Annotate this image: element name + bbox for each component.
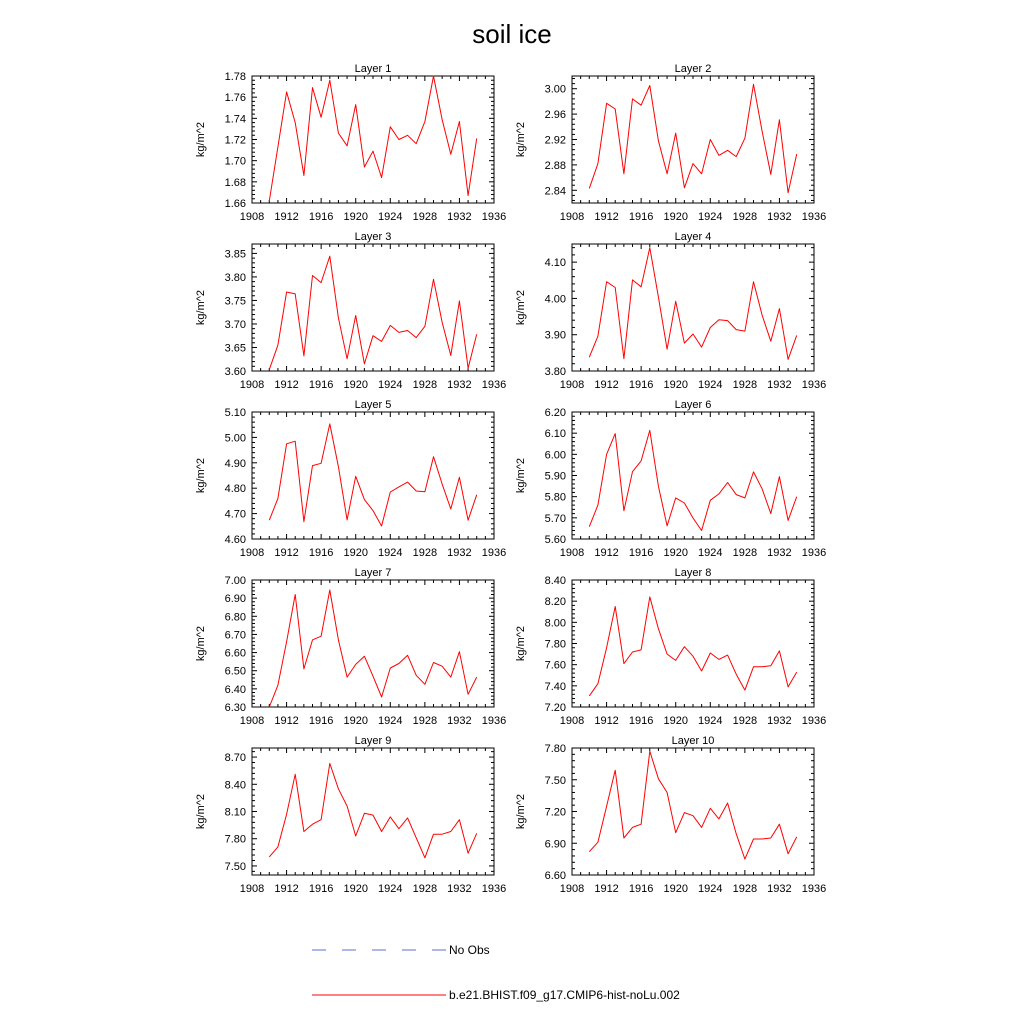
x-tick-label: 1936 (481, 883, 507, 895)
x-tick-label: 1908 (559, 883, 585, 895)
x-tick-label: 1908 (239, 379, 265, 391)
panel-title: Layer 8 (674, 567, 712, 579)
series-line (589, 84, 796, 193)
y-tick-label: 4.10 (544, 257, 566, 270)
y-tick-label: 6.60 (224, 647, 246, 660)
y-tick-label: 6.20 (544, 407, 566, 419)
x-tick-label: 1936 (801, 211, 827, 223)
x-tick-label: 1936 (801, 379, 827, 391)
x-tick-label: 1908 (559, 211, 585, 223)
y-tick-label: 5.90 (544, 470, 566, 483)
x-tick-label: 1912 (274, 211, 299, 223)
x-tick-label: 1928 (412, 715, 438, 727)
y-tick-label: 7.00 (224, 575, 246, 587)
x-tick-label: 1920 (663, 379, 688, 391)
x-tick-label: 1920 (663, 211, 688, 223)
x-tick-label: 1916 (308, 211, 334, 223)
x-tick-label: 1916 (628, 379, 654, 391)
panel-layer-10 (515, 735, 826, 895)
plot-frame (572, 76, 814, 203)
y-tick-label: 4.60 (224, 534, 246, 546)
y-tick-label: 6.90 (544, 838, 566, 851)
y-tick-label: 4.00 (544, 293, 566, 306)
x-tick-label: 1936 (801, 883, 827, 895)
x-tick-label: 1924 (698, 547, 723, 559)
y-tick-label: 3.00 (544, 83, 566, 96)
y-axis-label: kg/m^2 (195, 457, 207, 494)
x-tick-label: 1916 (308, 379, 334, 391)
panel-title: Layer 2 (674, 63, 712, 75)
y-tick-label: 7.80 (544, 743, 566, 755)
series-line (589, 430, 796, 530)
panel-title: Layer 5 (354, 399, 392, 411)
panel-title: Layer 6 (674, 399, 712, 411)
y-axis-label: kg/m^2 (195, 121, 207, 158)
x-tick-label: 1908 (239, 715, 265, 727)
x-tick-label: 1912 (594, 211, 619, 223)
series-line (589, 751, 796, 859)
y-tick-label: 3.80 (544, 366, 566, 378)
x-tick-label: 1936 (801, 715, 827, 727)
x-tick-label: 1908 (559, 715, 585, 727)
plot-frame (252, 76, 494, 203)
x-tick-label: 1920 (663, 547, 688, 559)
x-tick-label: 1908 (239, 547, 265, 559)
x-tick-label: 1924 (698, 379, 723, 391)
series-line (269, 424, 476, 526)
x-tick-label: 1908 (239, 211, 265, 223)
chart-panels (195, 63, 826, 895)
y-tick-label: 7.60 (544, 659, 566, 672)
x-tick-label: 1916 (308, 715, 334, 727)
x-tick-label: 1932 (767, 883, 792, 895)
x-tick-label: 1920 (343, 715, 368, 727)
y-axis-label: kg/m^2 (195, 289, 207, 326)
panel-layer-3 (195, 231, 506, 391)
y-tick-label: 6.50 (224, 665, 246, 678)
x-tick-label: 1928 (412, 547, 438, 559)
figure-title: soil ice (472, 19, 552, 49)
x-tick-label: 1932 (767, 547, 792, 559)
x-tick-label: 1924 (378, 715, 403, 727)
x-tick-label: 1932 (767, 379, 792, 391)
x-tick-label: 1936 (801, 547, 827, 559)
y-tick-label: 1.72 (224, 134, 246, 147)
x-tick-label: 1932 (447, 715, 472, 727)
x-tick-label: 1928 (732, 883, 758, 895)
x-tick-label: 1920 (343, 883, 368, 895)
x-tick-label: 1916 (308, 547, 334, 559)
panel-layer-1 (195, 63, 506, 223)
x-tick-label: 1928 (732, 715, 758, 727)
legend-obs-label: No Obs (449, 943, 490, 957)
panel-layer-5 (195, 399, 506, 559)
y-tick-label: 8.40 (544, 575, 566, 587)
x-tick-label: 1912 (274, 715, 299, 727)
x-tick-label: 1928 (732, 379, 758, 391)
series-line (269, 76, 476, 201)
y-tick-label: 7.50 (224, 860, 246, 873)
x-tick-label: 1936 (481, 547, 507, 559)
y-tick-label: 6.80 (224, 611, 246, 624)
y-tick-label: 3.90 (544, 329, 566, 342)
y-tick-label: 7.20 (544, 702, 566, 714)
y-axis-label: kg/m^2 (195, 793, 207, 830)
y-tick-label: 7.50 (544, 774, 566, 787)
plot-frame (572, 244, 814, 371)
x-tick-label: 1920 (343, 379, 368, 391)
y-tick-label: 2.92 (544, 134, 566, 147)
x-tick-label: 1916 (628, 547, 654, 559)
y-tick-label: 1.66 (224, 198, 246, 210)
y-axis-label: kg/m^2 (515, 289, 527, 326)
x-tick-label: 1908 (559, 379, 585, 391)
y-tick-label: 6.40 (224, 683, 246, 696)
y-axis-label: kg/m^2 (515, 625, 527, 662)
series-line (589, 597, 796, 696)
x-tick-label: 1928 (412, 883, 438, 895)
plot-frame (572, 412, 814, 539)
x-tick-label: 1916 (628, 883, 654, 895)
x-tick-label: 1912 (594, 547, 619, 559)
y-tick-label: 3.85 (224, 248, 246, 261)
x-tick-label: 1924 (698, 883, 723, 895)
y-tick-label: 3.80 (224, 271, 246, 284)
y-tick-label: 1.68 (224, 176, 246, 189)
x-tick-label: 1928 (412, 379, 438, 391)
x-tick-label: 1924 (378, 547, 403, 559)
x-tick-label: 1920 (663, 883, 688, 895)
x-tick-label: 1932 (767, 715, 792, 727)
plot-frame (572, 748, 814, 875)
x-tick-label: 1932 (767, 211, 792, 223)
plot-frame (252, 244, 494, 371)
x-tick-label: 1924 (698, 211, 723, 223)
x-tick-label: 1920 (343, 211, 368, 223)
y-tick-label: 1.70 (224, 155, 246, 168)
legend (312, 943, 680, 1002)
panel-layer-6 (515, 399, 826, 559)
panel-title: Layer 3 (354, 231, 392, 243)
plot-frame (252, 580, 494, 707)
y-tick-label: 8.70 (224, 752, 246, 765)
y-axis-label: kg/m^2 (195, 625, 207, 662)
y-tick-label: 6.60 (544, 870, 566, 882)
x-tick-label: 1916 (628, 715, 654, 727)
x-tick-label: 1924 (378, 883, 403, 895)
y-tick-label: 7.20 (544, 806, 566, 819)
plot-frame (252, 748, 494, 875)
y-tick-label: 7.40 (544, 680, 566, 693)
plot-frame (252, 412, 494, 539)
x-tick-label: 1912 (594, 379, 619, 391)
panel-layer-8 (515, 567, 826, 727)
y-tick-label: 5.10 (224, 407, 246, 419)
series-line (269, 256, 476, 369)
y-tick-label: 8.00 (544, 617, 566, 630)
y-tick-label: 3.60 (224, 366, 246, 378)
plot-frame (572, 580, 814, 707)
x-tick-label: 1912 (594, 883, 619, 895)
x-tick-label: 1916 (628, 211, 654, 223)
panel-layer-2 (515, 63, 826, 223)
y-tick-label: 7.80 (544, 638, 566, 651)
x-tick-label: 1928 (412, 211, 438, 223)
panel-title: Layer 1 (354, 63, 392, 75)
y-tick-label: 4.80 (224, 483, 246, 496)
x-tick-label: 1912 (274, 547, 299, 559)
y-tick-label: 8.40 (224, 779, 246, 792)
x-tick-label: 1936 (481, 211, 507, 223)
x-tick-label: 1936 (481, 379, 507, 391)
panel-layer-9 (195, 735, 506, 895)
y-tick-label: 2.96 (544, 109, 566, 122)
series-line (589, 248, 796, 360)
y-tick-label: 3.75 (224, 295, 246, 308)
y-tick-label: 8.10 (224, 806, 246, 819)
y-tick-label: 1.74 (224, 113, 246, 126)
y-tick-label: 6.00 (544, 449, 566, 462)
x-tick-label: 1912 (594, 715, 619, 727)
y-tick-label: 5.80 (544, 491, 566, 504)
x-tick-label: 1932 (447, 547, 472, 559)
y-tick-label: 4.90 (224, 457, 246, 470)
x-tick-label: 1916 (308, 883, 334, 895)
panel-layer-7 (195, 567, 506, 727)
y-axis-label: kg/m^2 (515, 457, 527, 494)
y-tick-label: 3.70 (224, 318, 246, 331)
x-tick-label: 1912 (274, 379, 299, 391)
y-tick-label: 7.80 (224, 833, 246, 846)
y-tick-label: 4.70 (224, 508, 246, 521)
y-tick-label: 5.60 (544, 534, 566, 546)
x-tick-label: 1920 (343, 547, 368, 559)
y-tick-label: 6.70 (224, 629, 246, 642)
x-tick-label: 1908 (559, 547, 585, 559)
x-tick-label: 1936 (481, 715, 507, 727)
x-tick-label: 1932 (447, 883, 472, 895)
x-tick-label: 1928 (732, 547, 758, 559)
x-tick-label: 1924 (698, 715, 723, 727)
panel-title: Layer 10 (671, 735, 715, 747)
x-tick-label: 1920 (663, 715, 688, 727)
y-tick-label: 5.00 (224, 432, 246, 445)
y-tick-label: 2.84 (544, 185, 566, 198)
y-tick-label: 1.76 (224, 92, 246, 105)
y-tick-label: 1.78 (224, 71, 246, 83)
series-line (269, 763, 476, 857)
y-tick-label: 8.20 (544, 596, 566, 609)
y-tick-label: 2.88 (544, 159, 566, 172)
x-tick-label: 1932 (447, 211, 472, 223)
panel-title: Layer 9 (354, 735, 392, 747)
panel-title: Layer 7 (354, 567, 392, 579)
x-tick-label: 1924 (378, 379, 403, 391)
panel-title: Layer 4 (674, 231, 712, 243)
x-tick-label: 1908 (239, 883, 265, 895)
y-tick-label: 6.30 (224, 702, 246, 714)
y-axis-label: kg/m^2 (515, 121, 527, 158)
x-tick-label: 1928 (732, 211, 758, 223)
y-tick-label: 6.10 (544, 428, 566, 441)
x-tick-label: 1912 (274, 883, 299, 895)
legend-model-label: b.e21.BHIST.f09_g17.CMIP6-hist-noLu.002 (449, 988, 680, 1002)
y-tick-label: 6.90 (224, 593, 246, 606)
series-line (269, 590, 476, 707)
panel-layer-4 (515, 231, 826, 391)
x-tick-label: 1932 (447, 379, 472, 391)
y-axis-label: kg/m^2 (515, 793, 527, 830)
y-tick-label: 5.70 (544, 512, 566, 525)
y-tick-label: 3.65 (224, 342, 246, 355)
x-tick-label: 1924 (378, 211, 403, 223)
